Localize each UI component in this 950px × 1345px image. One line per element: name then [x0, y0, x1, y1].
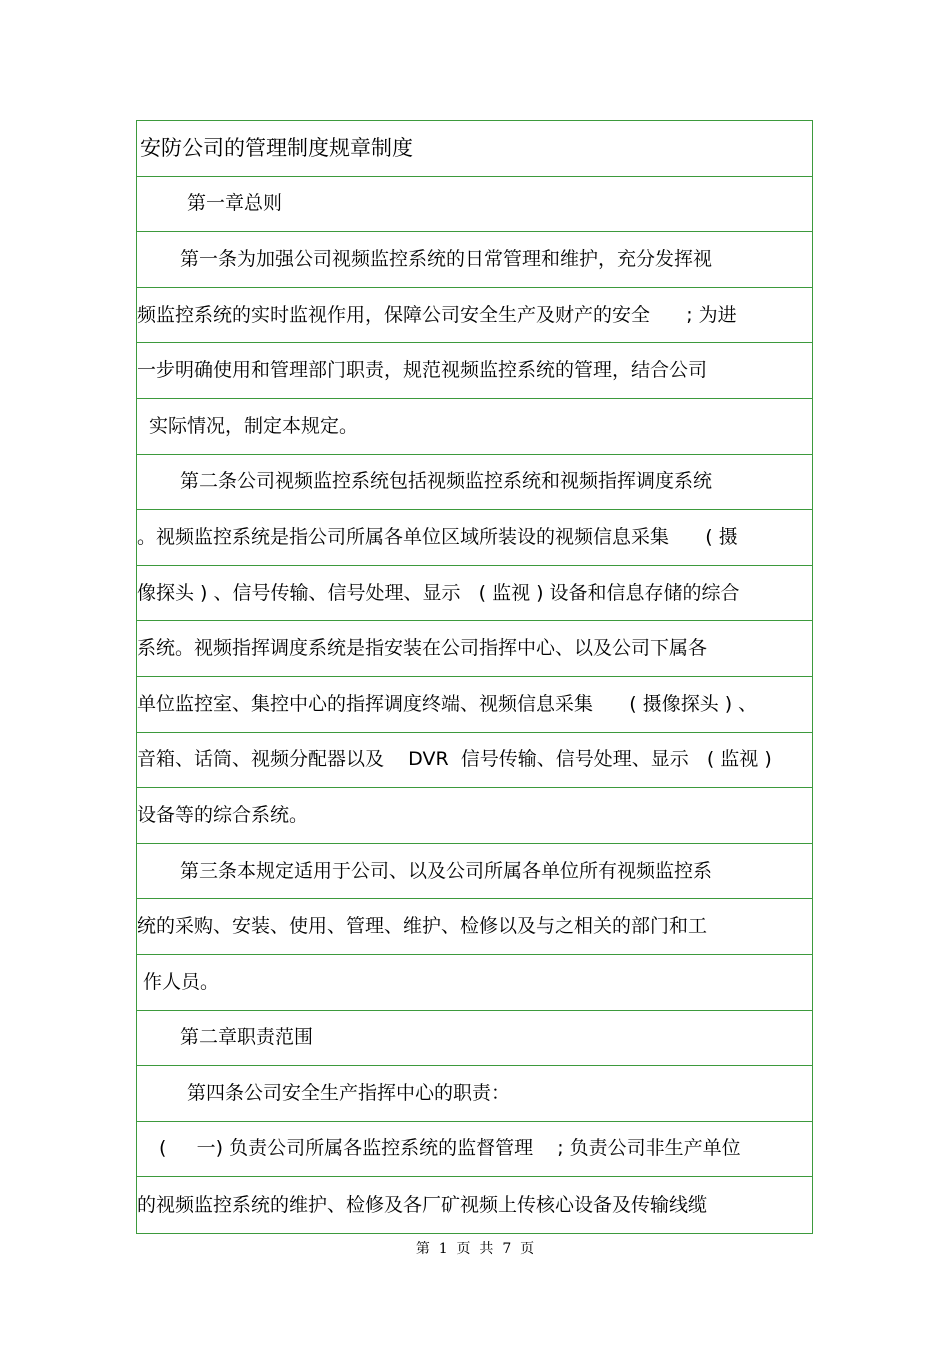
document-line: 音箱、话筒、视频分配器以及 DVR 信号传输、信号处理、显示 ( 监视 ) — [137, 748, 772, 771]
document-title-row — [137, 121, 812, 177]
document-line-row — [137, 510, 812, 566]
document-line-row — [137, 1066, 812, 1122]
document-title: 安防公司的管理制度规章制度 — [140, 135, 413, 160]
document-line: 像探头 ) 、信号传输、信号处理、显示 ( 监视 ) 设备和信息存储的综合 — [137, 581, 740, 604]
document-line: 一步明确使用和管理部门职责，规范视频监控系统的管理，结合公司 — [137, 359, 708, 382]
document-line: 统的采购、安装、使用、管理、维护、检修以及与之相关的部门和工 — [137, 915, 708, 938]
document-line-row — [137, 1177, 812, 1233]
document-line: 系统。视频指挥调度系统是指安装在公司指挥中心、以及公司下属各 — [137, 637, 708, 660]
document-line-row — [137, 955, 812, 1011]
document-line: 第三条本规定适用于公司、以及公司所属各单位所有视频监控系 — [180, 859, 713, 882]
document-line-row — [137, 677, 812, 733]
document-line-row — [137, 566, 812, 622]
page-number-footer: 第 1 页 共 7 页 — [415, 1241, 535, 1257]
document-line: 设备等的综合系统。 — [137, 803, 309, 826]
document-line: ( 一) 负责公司所属各监控系统的监督管理 ; 负责公司非生产单位 — [159, 1137, 741, 1160]
document-line: 频监控系统的实时监视作用，保障公司安全生产及财产的安全 ; 为进 — [137, 303, 737, 326]
document-line: 。视频监控系统是指公司所属各单位区域所装设的视频信息采集 ( 摄 — [137, 525, 738, 548]
document-line: 的视频监控系统的维护、检修及各厂矿视频上传核心设备及传输线缆 — [137, 1193, 708, 1216]
document-line-row — [137, 343, 812, 399]
chapter-heading: 第二章职责范围 — [180, 1026, 314, 1049]
document-line-row — [137, 177, 812, 233]
document-line-row — [137, 455, 812, 511]
document-line-row — [137, 733, 812, 789]
document-line-row — [137, 399, 812, 455]
document-table — [136, 120, 813, 1234]
document-line-row — [137, 844, 812, 900]
document-line-row — [137, 232, 812, 288]
document-line-row — [137, 621, 812, 677]
document-line-row — [137, 288, 812, 344]
document-line: 第一条为加强公司视频监控系统的日常管理和维护，充分发挥视 — [180, 247, 713, 270]
document-line: 作人员。 — [143, 970, 220, 993]
document-line-row — [137, 899, 812, 955]
document-line-row — [137, 1011, 812, 1067]
document-line: 第四条公司安全生产指挥中心的职责： — [187, 1081, 511, 1104]
document-line: 第二条公司视频监控系统包括视频监控系统和视频指挥调度系统 — [180, 470, 713, 493]
document-line-row — [137, 788, 812, 844]
document-line-row — [137, 1122, 812, 1178]
document-line: 单位监控室、集控中心的指挥调度终端、视频信息采集 ( 摄像探头 ) 、 — [137, 692, 758, 715]
chapter-heading: 第一章总则 — [187, 192, 283, 215]
document-line: 实际情况，制定本规定。 — [149, 414, 359, 437]
